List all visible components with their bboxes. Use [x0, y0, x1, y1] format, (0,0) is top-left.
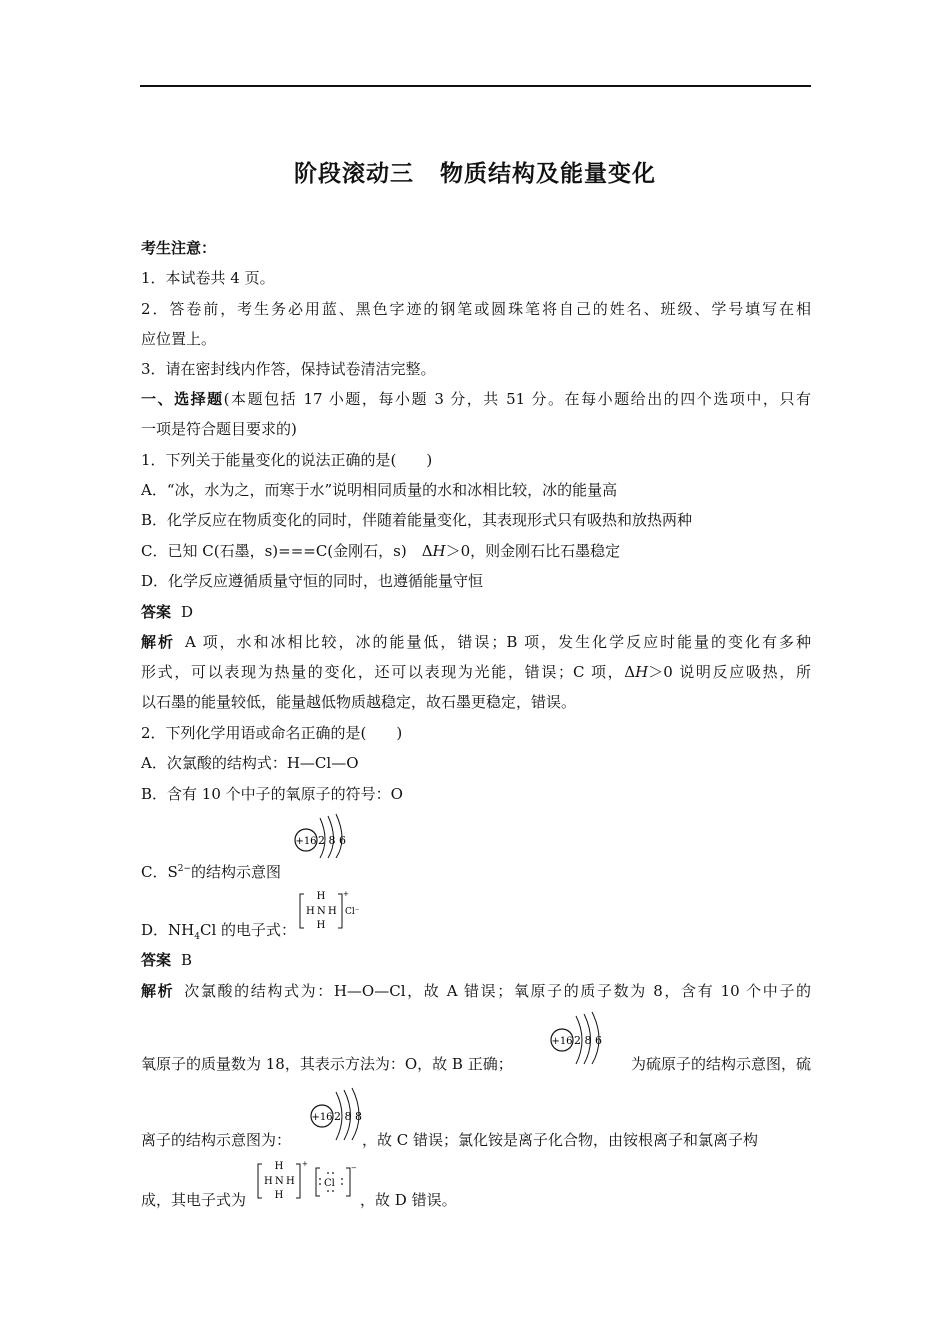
q2-option-d-post: Cl 的电子式：	[199, 921, 297, 939]
charge-minus: −	[351, 1164, 357, 1172]
q1-analysis-2-h: H	[635, 663, 649, 681]
q2-option-c-pre: C．S	[141, 863, 178, 881]
h-atom-top-2: H	[274, 1161, 284, 1172]
header-rule	[140, 85, 811, 87]
q1-analysis-1	[141, 632, 811, 652]
h-atom-top: H	[316, 891, 326, 902]
nh4cl-electron-formula-figure	[298, 888, 358, 934]
h-atom-left: H	[306, 906, 315, 917]
page-title	[0, 155, 950, 188]
cl-atom: Cl	[324, 1178, 335, 1189]
q1-option-b: B．化学反应在物质变化的同时，伴随着能量变化，其表现形式只有吸热和放热两种	[141, 511, 693, 529]
q1-analysis-2-pre: 形式，可以表现为热量的变化，还可以表现为光能，错误；C 项，Δ	[141, 663, 636, 681]
q1-analysis-2-post: ＞0 说明反应吸热，所	[648, 663, 811, 681]
s-ion-diagram-figure	[292, 812, 352, 858]
q2-analysis-3-pre: 离子的结构示意图为：	[141, 1131, 292, 1149]
q2-analysis-text-1: 次氯酸的结构式为：H—O—Cl，故 A 错误；氧原子的质子数为 8，含有 10 个中子的	[184, 982, 811, 1000]
q1-option-d: D．化学反应遵循质量守恒的同时，也遵循能量守恒	[141, 572, 484, 590]
q2-analysis-label: 解析	[141, 982, 175, 1000]
title-part2: 物质结构及能量变化	[440, 161, 656, 187]
q1-answer-value: D	[181, 603, 194, 621]
q1-option-c-h: H	[432, 542, 446, 560]
q1-option-c-post: ＞0，则金刚石比石墨稳定	[445, 542, 621, 560]
q2-option-d	[141, 920, 811, 947]
q2-analysis-4-pre: 成，其电子式为	[141, 1191, 247, 1209]
q1-option-c	[141, 541, 811, 561]
q1-option-c-pre: C．已知 C(石墨，s)===C(金刚石，s) Δ	[141, 542, 433, 560]
q2-analysis-2-post: 为硫原子的结构示意图，硫	[630, 1055, 811, 1073]
notice-item-1: 1．本试卷共 4 页。	[141, 269, 275, 287]
charge-plus: +	[343, 890, 349, 898]
chloride-ion: Cl⁻	[345, 907, 360, 917]
s-atom-diagram-figure	[548, 1008, 608, 1068]
s-ion-diagram-figure-2	[308, 1086, 368, 1146]
q2-stem: 2．下列化学用语或命名正确的是( )	[141, 724, 403, 742]
section-heading-line	[141, 389, 811, 409]
notice-item-3: 3．请在密封线内作答，保持试卷清洁完整。	[141, 360, 436, 378]
shell-electrons: 2 8 6	[318, 834, 346, 847]
section-heading: 一、选择题	[141, 390, 224, 408]
nucleus-label-2: +16	[551, 1036, 573, 1047]
q1-analysis-label: 解析	[141, 633, 175, 651]
section-desc-2: 一项是符合题目要求的)	[141, 420, 297, 438]
nucleus-label-3: +16	[311, 1112, 333, 1123]
q1-stem: 1．下列关于能量变化的说法正确的是( )	[141, 451, 433, 469]
q2-answer-label: 答案	[141, 951, 172, 969]
q1-analysis-2	[141, 662, 811, 682]
q2-analysis-3-post: ，故 C 错误；氯化铵是离子化合物，由铵根离子和氯离子构	[362, 1131, 759, 1149]
q1-analysis-text-1: A 项，水和冰相比较，冰的能量低，错误；B 项，发生化学反应时能量的变化有多种	[184, 633, 811, 651]
title-part1: 阶段滚动三	[294, 161, 414, 187]
q2-analysis-4-post: ，故 D 错误。	[360, 1191, 457, 1209]
q1-analysis-3: 以石墨的能量较低，能量越低物质越稳定，故石墨更稳定，错误。	[141, 693, 577, 711]
q2-option-d-sub: 4	[194, 932, 200, 942]
h-atom-bottom: H	[316, 920, 326, 931]
n-atom-2: N	[275, 1176, 284, 1187]
q2-option-a: A．次氯酸的结构式：H—Cl—O	[141, 754, 359, 772]
charge-plus-2: +	[302, 1160, 308, 1168]
q2-option-c-sup: 2−	[177, 864, 192, 874]
notice-item-2: 2．答卷前，考生务必用蓝、黑色字迹的钢笔或圆珠笔将自己的姓名、班级、学号填写在相	[141, 300, 811, 318]
q2-option-b: B．含有 10 个中子的氧原子的符号：O	[141, 785, 403, 803]
q2-option-c-post: 的结构示意图	[191, 863, 282, 881]
nh4cl-electron-formula-figure-2	[256, 1158, 360, 1204]
h-atom-left-2: H	[264, 1176, 273, 1187]
shell-electrons-2: 2 8 6	[574, 1034, 602, 1047]
h-atom-bottom-2: H	[274, 1190, 284, 1201]
h-atom-right: H	[328, 906, 337, 917]
q2-analysis-1	[141, 981, 811, 1001]
shell-electrons-3: 2 8 8	[334, 1110, 362, 1123]
nucleus-label: +16	[295, 836, 317, 847]
q2-answer-value: B	[181, 951, 193, 969]
q2-answer	[141, 950, 811, 970]
q1-answer	[141, 602, 811, 622]
q2-option-c	[141, 859, 811, 882]
q2-analysis-2-pre: 氧原子的质量数为 18，其表示方法为：O，故 B 正确；	[141, 1055, 513, 1073]
q1-option-a: A．“冰，水为之，而寒于水”说明相同质量的水和冰相比较，冰的能量高	[141, 481, 618, 499]
q2-option-d-pre: D．NH	[141, 921, 195, 939]
h-atom-right-2: H	[286, 1176, 295, 1187]
section-desc-1: (本题包括 17 小题，每小题 3 分，共 51 分。在每小题给出的四个选项中，只有	[223, 390, 811, 408]
notice-heading: 考生注意：	[141, 239, 217, 257]
n-atom: N	[317, 906, 326, 917]
notice-item-2-cont: 应位置上。	[141, 330, 217, 348]
q1-answer-label: 答案	[141, 603, 172, 621]
